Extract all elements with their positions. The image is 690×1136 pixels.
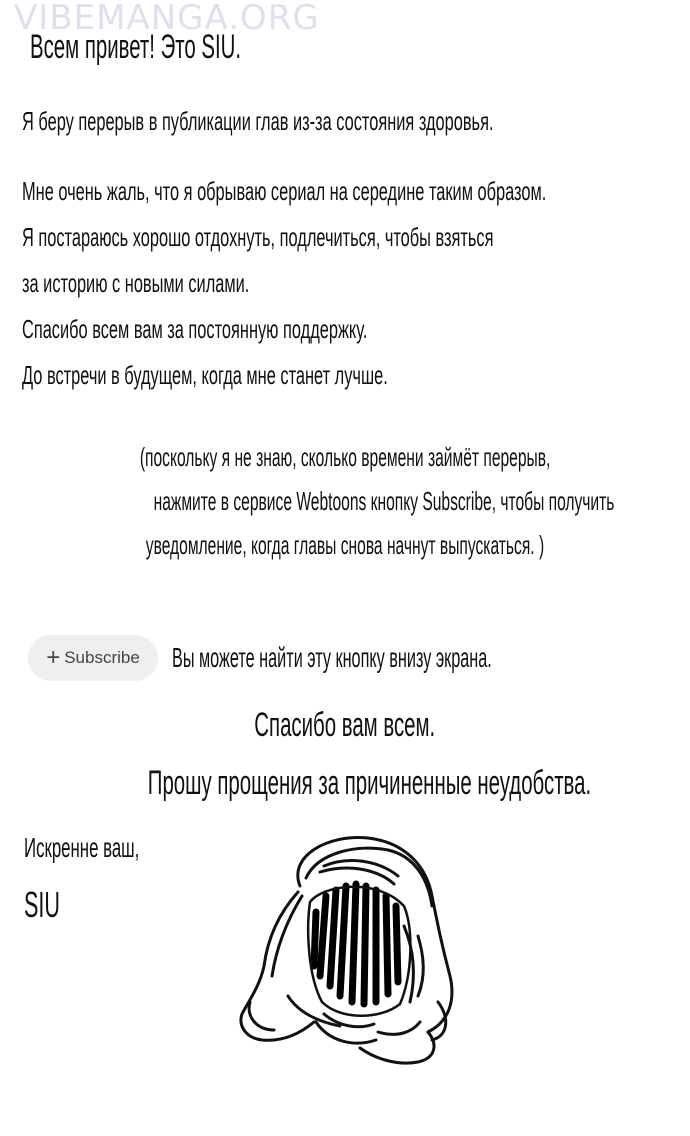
sincerely-text: Искренне ваш, — [24, 832, 140, 863]
paragraph-line: Мне очень жаль, что я обрываю сериал на середине таким образом. — [22, 176, 547, 206]
paragraph-health-break: Я беру перерыв в публикации глав из-за состояния здоровья. — [22, 106, 494, 136]
paragraph-line: Спасибо всем вам за постоянную поддержку. — [22, 314, 368, 344]
signature-text: SIU — [24, 884, 61, 925]
plus-icon: + — [46, 644, 61, 671]
note-line — [0, 486, 690, 517]
watermark: VIBEMANGA.ORG — [14, 0, 320, 38]
find-button-hint: Вы можете найти эту кнопку внизу экрана. — [172, 642, 492, 673]
subscribe-button-label: Subscribe — [64, 648, 140, 667]
thanks-text: Спасибо вам всем. — [254, 706, 436, 744]
paragraph-line: за историю с новыми силами. — [22, 268, 250, 298]
note-line-text: уведомление, когда главы снова начнут выпускаться. ) — [145, 530, 545, 560]
note-line-text: нажмите в сервисе Webtoons кнопку Subscribe, чтобы получить — [153, 486, 615, 516]
note-line — [0, 530, 690, 561]
crouching-figure-illustration — [228, 826, 468, 1070]
apology-text: Прошу прощения за причиненные неудобства. — [147, 764, 592, 802]
subscribe-button[interactable] — [28, 635, 158, 681]
greeting: Всем привет! Это SIU. — [30, 28, 242, 66]
note-line-text: (поскольку я не знаю, сколько времени займёт перерыв, — [139, 442, 551, 472]
paragraph-line: Я постараюсь хорошо отдохнуть, подлечиться, чтобы взяться — [22, 222, 494, 252]
apology-line — [0, 764, 690, 803]
paragraph-line: До встречи в будущем, когда мне станет лучше. — [22, 360, 388, 390]
thanks-line — [0, 706, 690, 745]
note-line — [0, 442, 690, 473]
